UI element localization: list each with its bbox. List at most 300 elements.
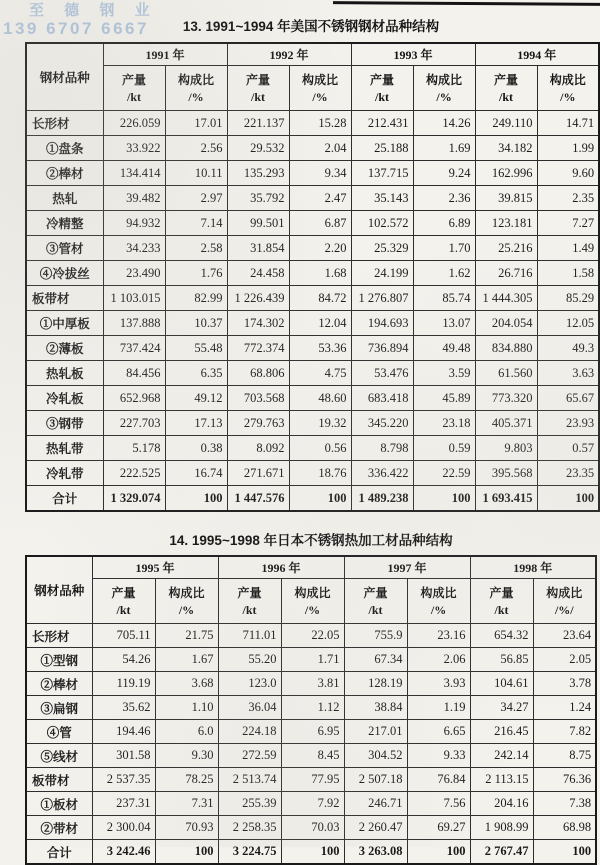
ratio-value: 76.84 [407,768,470,792]
output-value: 94.932 [103,211,165,236]
output-value: 2 537.35 [92,768,155,792]
output-value: 834.880 [475,336,537,361]
row-label: 板带材 [26,768,92,792]
ratio-value: 0.57 [537,436,599,461]
ratio-header [289,66,351,111]
ratio-value: 82.99 [165,286,227,311]
output-value: 2 507.18 [344,768,407,792]
output-value: 84.456 [103,361,165,386]
row-label: ②棒材 [26,672,92,696]
output-value: 395.568 [475,461,537,486]
row-label: ①中厚板 [26,311,103,336]
row-label: ④冷拔丝 [26,261,103,286]
output-value: 25.329 [351,236,413,261]
output-value: 55.20 [218,648,281,672]
year-header: 1992 年 [227,43,351,66]
ratio-value: 1.10 [155,696,218,720]
ratio-value: 3.68 [155,672,218,696]
ratio-value: 6.89 [413,211,475,236]
ratio-value: 7.38 [533,792,596,816]
output-value: 119.19 [92,672,155,696]
table-row [26,286,599,311]
header-unit: /kt [375,90,390,105]
output-value: 1 329.074 [103,486,165,512]
ratio-value: 23.93 [537,411,599,436]
output-value: 217.01 [344,720,407,744]
output-value: 345.220 [351,411,413,436]
output-value: 39.815 [475,186,537,211]
ratio-value: 7.92 [281,792,344,816]
header-unit: /% [178,603,195,618]
output-value: 711.01 [218,624,281,648]
row-label: ①型钢 [26,648,92,672]
year-header: 1998 年 [470,556,596,579]
output-value: 135.293 [227,161,289,186]
ratio-header [281,579,344,624]
output-value: 224.18 [218,720,281,744]
output-header [475,66,537,111]
ratio-value: 22.59 [413,461,475,486]
header-unit: /kt [499,90,514,105]
ratio-value: 2.47 [289,186,351,211]
ratio-value: 1.76 [165,261,227,286]
output-value: 1 489.238 [351,486,413,512]
output-value: 683.418 [351,386,413,411]
table-row [26,411,599,436]
output-value: 1 908.99 [470,816,533,840]
output-value: 2 258.35 [218,816,281,840]
year-header: 1993 年 [351,43,475,66]
ratio-value: 10.11 [165,161,227,186]
ratio-value: 100 [413,486,475,512]
output-value: 237.31 [92,792,155,816]
table-row [26,696,596,720]
header-unit: /% [430,603,447,618]
row-label: 热轧带 [26,436,103,461]
output-value: 1 276.807 [351,286,413,311]
output-value: 703.568 [227,386,289,411]
table-row [26,136,599,161]
ratio-value: 69.27 [407,816,470,840]
ratio-value: 1.67 [155,648,218,672]
output-value: 2 513.74 [218,768,281,792]
ratio-value: 77.95 [281,768,344,792]
output-value: 737.424 [103,336,165,361]
ratio-value: 19.32 [289,411,351,436]
row-label: ③扁钢 [26,696,92,720]
output-value: 1 444.305 [475,286,537,311]
ratio-value: 9.24 [413,161,475,186]
ratio-value: 2.06 [407,648,470,672]
table-row [26,386,599,411]
year-header: 1995 年 [92,556,218,579]
ratio-value: 22.05 [281,624,344,648]
output-value: 99.501 [227,211,289,236]
ratio-value: 12.04 [289,311,351,336]
output-value: 204.16 [470,792,533,816]
output-value: 31.854 [227,236,289,261]
output-value: 301.58 [92,744,155,768]
output-value: 654.32 [470,624,533,648]
output-value: 26.716 [475,261,537,286]
row-label: ③钢带 [26,411,103,436]
output-value: 38.84 [344,696,407,720]
ratio-value: 1.49 [537,236,599,261]
table-14-body [26,624,596,865]
header-label: 产量 [237,585,262,600]
ratio-value: 68.98 [533,816,596,840]
ratio-value: 1.24 [533,696,596,720]
output-value: 34.233 [103,236,165,261]
ratio-value: 3.81 [281,672,344,696]
table-13-header [26,43,599,111]
output-value: 773.320 [475,386,537,411]
header-unit: /kt [251,90,266,105]
output-value: 304.52 [344,744,407,768]
header-label: 构成比 [549,72,586,87]
ratio-header [165,66,227,111]
ratio-value: 14.71 [537,111,599,136]
header-label: 产量 [121,72,146,87]
output-value: 226.059 [103,111,165,136]
output-header [227,66,289,111]
output-value: 5.178 [103,436,165,461]
row-label: ①板材 [26,792,92,816]
output-value: 35.792 [227,186,289,211]
ratio-value: 7.27 [537,211,599,236]
output-value: 3 263.08 [344,840,407,865]
output-value: 222.525 [103,461,165,486]
output-value: 33.922 [103,136,165,161]
output-value: 336.422 [351,461,413,486]
ratio-value: 23.35 [537,461,599,486]
row-label: 热轧 [26,186,103,211]
output-value: 162.996 [475,161,537,186]
ratio-value: 3.63 [537,361,599,386]
output-value: 137.888 [103,311,165,336]
ratio-value: 10.37 [165,311,227,336]
header-label: 产量 [494,72,519,87]
output-value: 272.59 [218,744,281,768]
ratio-value: 9.33 [407,744,470,768]
output-value: 29.532 [227,136,289,161]
table-row [26,792,596,816]
ratio-value: 3.78 [533,672,596,696]
output-value: 249.110 [475,111,537,136]
ratio-value: 2.20 [289,236,351,261]
output-value: 2 300.04 [92,816,155,840]
output-value: 194.693 [351,311,413,336]
ratio-header [407,579,470,624]
ratio-value: 4.75 [289,361,351,386]
row-label: 冷轧板 [26,386,103,411]
output-header [344,579,407,624]
ratio-value: 1.12 [281,696,344,720]
header-label: 构成比 [294,585,331,600]
header-label: 构成比 [546,585,583,600]
year-header: 1997 年 [344,556,470,579]
table-row [26,186,599,211]
ratio-value: 2.04 [289,136,351,161]
year-header: 1991 年 [103,43,227,66]
ratio-value: 1.68 [289,261,351,286]
ratio-value: 6.95 [281,720,344,744]
ratio-value: 13.07 [413,311,475,336]
table-row [26,361,599,386]
ratio-value: 100 [407,840,470,865]
ratio-value: 7.31 [155,792,218,816]
output-header [351,66,413,111]
table-row [26,436,599,461]
ratio-value: 0.59 [413,436,475,461]
row-label: 热轧板 [26,361,103,386]
ratio-value: 15.28 [289,111,351,136]
output-value: 56.85 [470,648,533,672]
output-value: 128.19 [344,672,407,696]
ratio-value: 12.05 [537,311,599,336]
ratio-value: 76.36 [533,768,596,792]
table-row [26,744,596,768]
output-value: 271.671 [227,461,289,486]
output-value: 204.054 [475,311,537,336]
row-label: 长形材 [26,111,103,136]
output-value: 194.46 [92,720,155,744]
output-value: 705.11 [92,624,155,648]
output-value: 134.414 [103,161,165,186]
output-value: 255.39 [218,792,281,816]
ratio-value: 8.45 [281,744,344,768]
ratio-value: 9.34 [289,161,351,186]
ratio-value: 2.36 [413,186,475,211]
header-unit: /%/ [554,603,574,618]
header-label: 构成比 [420,585,457,600]
ratio-value: 85.74 [413,286,475,311]
ratio-value: 3.93 [407,672,470,696]
header-unit: /kt [242,603,257,618]
ratio-value: 1.69 [413,136,475,161]
ratio-value: 45.89 [413,386,475,411]
output-value: 25.188 [351,136,413,161]
ratio-value: 0.38 [165,436,227,461]
table-row [26,672,596,696]
output-value: 67.34 [344,648,407,672]
output-value: 54.26 [92,648,155,672]
table-row [26,461,599,486]
output-value: 35.62 [92,696,155,720]
ratio-value: 14.26 [413,111,475,136]
ratio-value: 1.58 [537,261,599,286]
output-value: 755.9 [344,624,407,648]
table-row [26,816,596,840]
output-value: 1 103.015 [103,286,165,311]
ratio-value: 2.97 [165,186,227,211]
output-value: 123.181 [475,211,537,236]
ratio-value: 1.19 [407,696,470,720]
output-value: 34.27 [470,696,533,720]
output-value: 1 447.576 [227,486,289,512]
output-value: 1 693.415 [475,486,537,512]
row-label: ③管材 [26,236,103,261]
output-header [218,579,281,624]
output-value: 2 767.47 [470,840,533,865]
table-row [26,720,596,744]
watermark-company: 至 德 钢 业 [29,2,158,19]
table-japan-stainless-1995-1998 [25,555,597,865]
header-label: 产量 [246,72,271,87]
header-unit: /kt [494,603,509,618]
output-value: 246.71 [344,792,407,816]
table-row [26,840,596,865]
output-value: 104.61 [470,672,533,696]
table-row [26,648,596,672]
output-value: 242.14 [470,744,533,768]
table-row [26,211,599,236]
output-header [470,579,533,624]
ratio-value: 78.25 [155,768,218,792]
header-label: 构成比 [302,72,339,87]
ratio-value: 21.75 [155,624,218,648]
table-row [26,111,599,136]
row-label: ②带材 [26,816,92,840]
output-value: 1 226.439 [227,286,289,311]
ratio-value: 2.35 [537,186,599,211]
output-value: 8.092 [227,436,289,461]
row-header: 钢材品种 [26,43,103,111]
output-header [103,66,165,111]
row-label: ⑤线材 [26,744,92,768]
row-label: 板带材 [26,286,103,311]
header-unit: /% [188,90,204,105]
header-label: 产量 [363,585,388,600]
output-value: 2 113.15 [470,768,533,792]
ratio-value: 1.71 [281,648,344,672]
ratio-header [413,66,475,111]
output-value: 53.476 [351,361,413,386]
ratio-value: 49.48 [413,336,475,361]
output-value: 123.0 [218,672,281,696]
output-value: 772.374 [227,336,289,361]
row-label: ②棒材 [26,161,103,186]
row-label: 合计 [26,840,92,865]
ratio-value: 23.64 [533,624,596,648]
ratio-value: 2.58 [165,236,227,261]
row-label: 冷轧带 [26,461,103,486]
output-value: 102.572 [351,211,413,236]
ratio-value: 48.60 [289,386,351,411]
output-value: 23.490 [103,261,165,286]
ratio-value: 17.01 [165,111,227,136]
ratio-value: 2.05 [533,648,596,672]
ratio-value: 17.13 [165,411,227,436]
ratio-value: 100 [155,840,218,865]
row-label: ①盘条 [26,136,103,161]
ratio-value: 3.59 [413,361,475,386]
output-value: 39.482 [103,186,165,211]
row-label: 冷精整 [26,211,103,236]
header-label: 构成比 [178,72,215,87]
table-row [26,161,599,186]
header-unit: /kt [116,603,131,618]
output-value: 279.763 [227,411,289,436]
ratio-value: 65.67 [537,386,599,411]
row-header: 钢材品种 [26,556,92,624]
ratio-value: 84.72 [289,286,351,311]
header-label: 产量 [370,72,395,87]
header-unit: /% [560,90,576,105]
output-value: 68.806 [227,361,289,386]
ratio-value: 49.3 [537,336,599,361]
ratio-header [155,579,218,624]
ratio-header [537,66,599,111]
output-value: 8.798 [351,436,413,461]
header-label: 构成比 [168,585,205,600]
ratio-value: 9.60 [537,161,599,186]
ratio-value: 16.74 [165,461,227,486]
output-value: 25.216 [475,236,537,261]
table-row [26,336,599,361]
table-row [26,311,599,336]
ratio-value: 23.18 [413,411,475,436]
table-14-header [26,556,596,624]
ratio-value: 1.62 [413,261,475,286]
ratio-value: 8.75 [533,744,596,768]
ratio-value: 1.99 [537,136,599,161]
ratio-value: 100 [165,486,227,512]
ratio-value: 53.36 [289,336,351,361]
table-13-body [26,111,599,512]
output-value: 9.803 [475,436,537,461]
ratio-value: 85.29 [537,286,599,311]
output-value: 35.143 [351,186,413,211]
output-value: 221.137 [227,111,289,136]
output-value: 212.431 [351,111,413,136]
ratio-value: 0.56 [289,436,351,461]
ratio-header [533,579,596,624]
header-label: 产量 [111,585,136,600]
ratio-value: 55.48 [165,336,227,361]
year-header: 1996 年 [218,556,344,579]
output-value: 61.560 [475,361,537,386]
ratio-value: 7.56 [407,792,470,816]
table-row [26,236,599,261]
header-unit: /% [304,603,321,618]
row-label: 长形材 [26,624,92,648]
output-value: 652.968 [103,386,165,411]
output-value: 2 260.47 [344,816,407,840]
watermark-phone: 139 6707 6667 [3,18,149,38]
row-label: ④管 [26,720,92,744]
output-value: 3 242.46 [92,840,155,865]
row-label: ②薄板 [26,336,103,361]
ratio-value: 70.03 [281,816,344,840]
ratio-value: 100 [281,840,344,865]
output-value: 174.302 [227,311,289,336]
ratio-value: 7.14 [165,211,227,236]
header-unit: /kt [126,90,141,105]
ratio-value: 9.30 [155,744,218,768]
ratio-value: 2.56 [165,136,227,161]
ratio-value: 7.82 [533,720,596,744]
header-label: 构成比 [426,72,463,87]
ratio-value: 6.35 [165,361,227,386]
output-value: 216.45 [470,720,533,744]
header-unit: /kt [368,603,383,618]
output-value: 34.182 [475,136,537,161]
row-label: 合计 [26,486,103,512]
table-row [26,768,596,792]
ratio-value: 1.70 [413,236,475,261]
output-value: 227.703 [103,411,165,436]
